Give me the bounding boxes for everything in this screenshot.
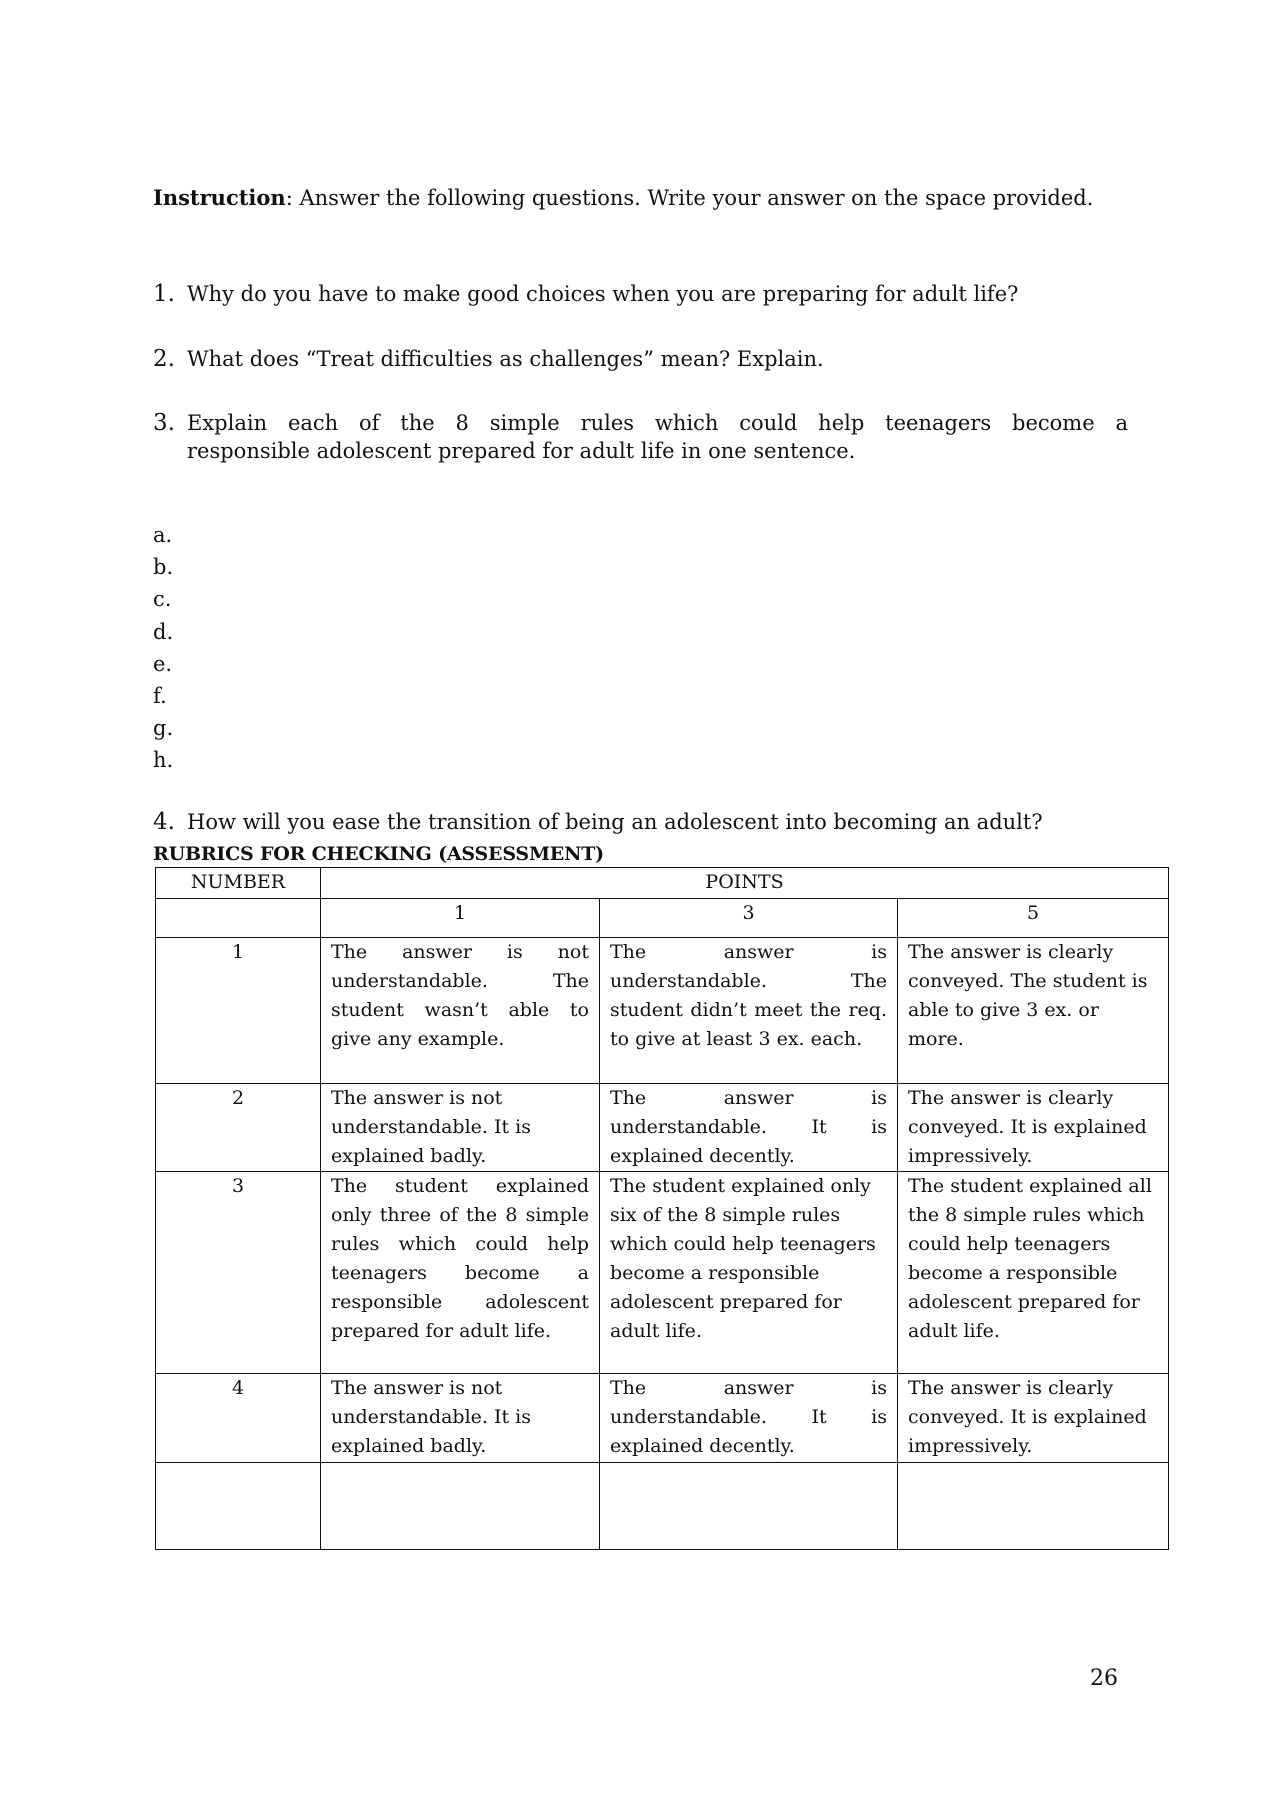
row-number xyxy=(156,1463,321,1550)
header-points: POINTS xyxy=(321,868,1169,899)
question-2 xyxy=(153,345,1128,373)
instruction xyxy=(153,184,1128,212)
answer-letter: h. xyxy=(153,748,174,773)
table-row-empty xyxy=(156,1463,1169,1550)
criteria-3pt: The student explained only six of the 8 simple rules which could help teenagers become a responsible adolescent prepared for adult life. xyxy=(600,1172,898,1374)
question-text: Why do you have to make good choices when you are preparing for adult life? xyxy=(187,282,1019,306)
answer-letter-list xyxy=(153,519,173,777)
instruction-label: Instruction xyxy=(153,185,286,210)
empty-cell xyxy=(156,899,321,938)
header-number: NUMBER xyxy=(156,868,321,899)
rubric-title: RUBRICS FOR CHECKING (ASSESSMENT) xyxy=(153,843,604,865)
rubric-levels-row xyxy=(156,899,1169,938)
answer-letter: b. xyxy=(153,555,174,580)
answer-letter: g. xyxy=(153,716,174,741)
criteria-5pt: The answer is clearly conveyed. It is explained impressively. xyxy=(898,1374,1169,1463)
criteria-1pt: The answer is not understandable. The student wasn’t able to give any example. xyxy=(321,938,600,1084)
criteria-3pt xyxy=(600,1463,898,1550)
question-text: How will you ease the transition of being an adolescent into becoming an adult? xyxy=(187,810,1043,834)
criteria-1pt: The student explained only three of the 8 simple rules which could help teenagers become a responsible adolescent prepared for adult life. xyxy=(321,1172,600,1374)
question-4 xyxy=(153,808,1128,836)
criteria-3pt: The answer is understandable. The student didn’t meet the req. to give at least 3 ex. each. xyxy=(600,938,898,1084)
criteria-5pt: The answer is clearly conveyed. The student is able to give 3 ex. or more. xyxy=(898,938,1169,1084)
row-number: 2 xyxy=(156,1084,321,1172)
criteria-5pt: The student explained all the 8 simple rules which could help teenagers become a responsible adolescent prepared for adult life. xyxy=(898,1172,1169,1374)
criteria-1pt xyxy=(321,1463,600,1550)
question-number: 4. xyxy=(153,809,175,835)
table-row xyxy=(156,1172,1169,1374)
criteria-3pt: The answer is understandable. It is explained decently. xyxy=(600,1374,898,1463)
question-text xyxy=(187,409,1128,465)
question-number: 1. xyxy=(153,281,175,307)
answer-letter: f. xyxy=(153,684,167,709)
row-number: 3 xyxy=(156,1172,321,1374)
criteria-1pt: The answer is not understandable. It is explained badly. xyxy=(321,1374,600,1463)
table-row xyxy=(156,1374,1169,1463)
answer-letter: e. xyxy=(153,651,173,676)
rubric-header-row xyxy=(156,868,1169,899)
criteria-1pt: The answer is not understandable. It is explained badly. xyxy=(321,1084,600,1172)
rubric-table xyxy=(155,867,1169,1550)
answer-letter: d. xyxy=(153,619,174,644)
criteria-5pt xyxy=(898,1463,1169,1550)
instruction-text: : Answer the following questions. Write your answer on the space provided. xyxy=(285,186,1094,210)
point-level-1: 1 xyxy=(321,899,600,938)
row-number: 1 xyxy=(156,938,321,1084)
question-number: 2. xyxy=(153,346,175,372)
answer-letter: a. xyxy=(153,523,173,547)
table-row xyxy=(156,1084,1169,1172)
question-text-line-2: responsible adolescent prepared for adult life in one sentence. xyxy=(187,439,856,463)
criteria-5pt: The answer is clearly conveyed. It is explained impressively. xyxy=(898,1084,1169,1172)
row-number: 4 xyxy=(156,1374,321,1463)
point-level-3: 3 xyxy=(600,899,898,938)
question-text: What does “Treat difficulties as challenges” mean? Explain. xyxy=(187,347,824,371)
point-level-5: 5 xyxy=(898,899,1169,938)
question-3 xyxy=(153,409,1128,465)
question-text-line-1: Explain each of the 8 simple rules which could help teenagers become a xyxy=(187,411,1128,435)
question-number: 3. xyxy=(153,410,175,436)
table-row xyxy=(156,938,1169,1084)
criteria-3pt: The answer is understandable. It is explained decently. xyxy=(600,1084,898,1172)
question-1 xyxy=(153,280,1128,308)
page-number: 26 xyxy=(1090,1666,1118,1691)
answer-letter: c. xyxy=(153,587,172,612)
